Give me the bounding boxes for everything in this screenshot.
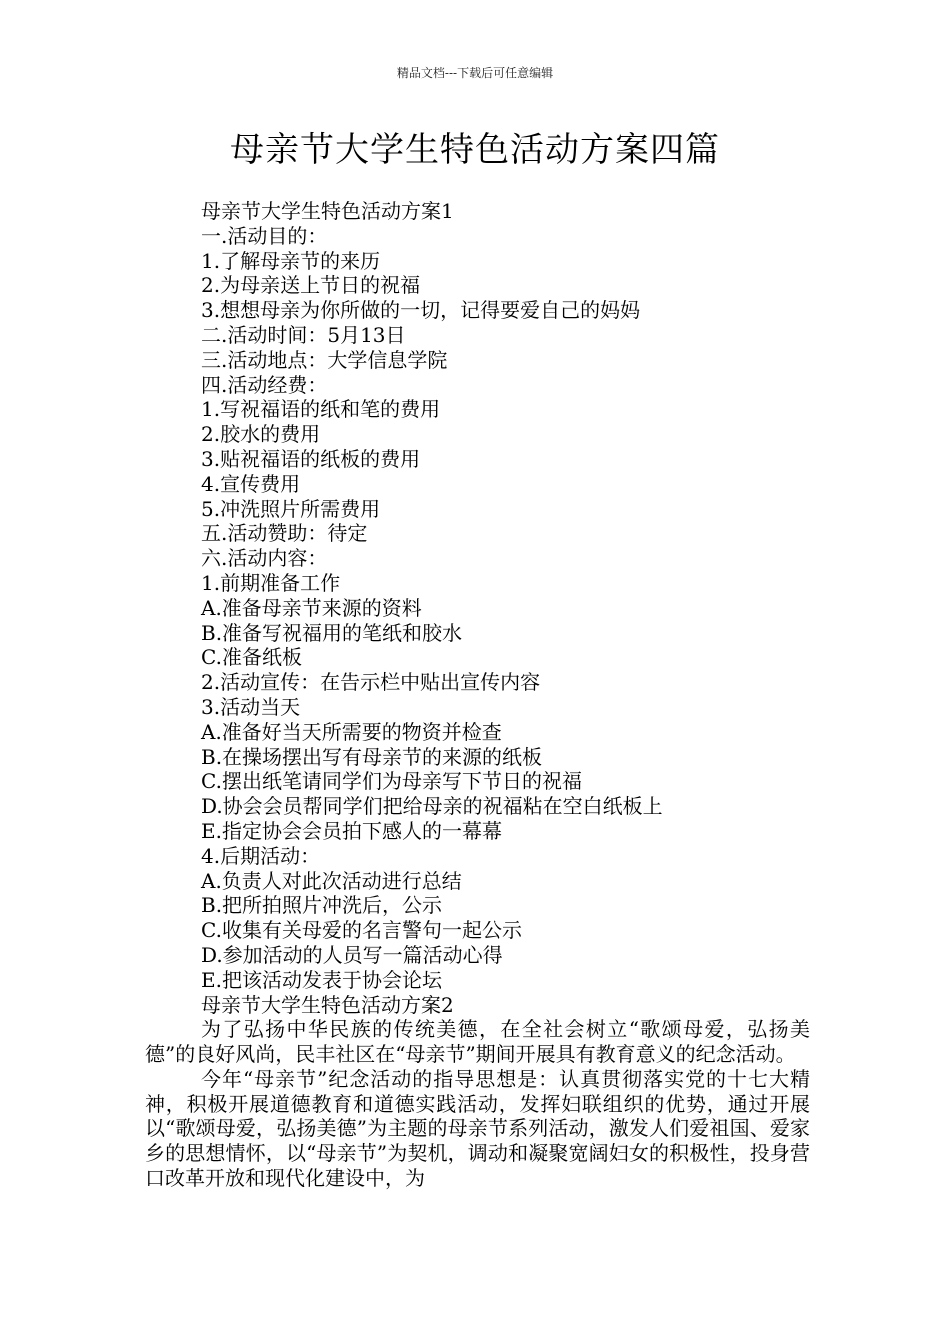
text-line: E.把该活动发表于协会论坛	[201, 967, 442, 992]
text-line: 五.活动赞助：待定	[201, 521, 368, 546]
text-line: 六.活动内容：	[201, 546, 328, 571]
text-line: 3.活动当天	[201, 694, 301, 719]
text-line: A.负责人对此次活动进行总结	[201, 868, 462, 893]
text-line: 三.活动地点：大学信息学院	[201, 347, 448, 372]
body-paragraph: 为了弘扬中华民族的传统美德，在全社会树立“歌颂母爱，弘扬美德”的良好风尚，民丰社区在“母亲节”期间开展具有教育意义的纪念活动。	[145, 1017, 810, 1067]
text-line: D.协会会员帮同学们把给母亲的祝福粘在空白纸板上	[201, 794, 663, 819]
text-line: D.参加活动的人员写一篇活动心得	[201, 942, 503, 967]
text-line: 1.前期准备工作	[201, 570, 341, 595]
page-header: 精品文档---下载后可任意编辑	[396, 66, 554, 80]
document-body	[145, 199, 810, 1191]
text-line: 母亲节大学生特色活动方案2	[201, 992, 454, 1017]
text-line: 4.后期活动：	[201, 843, 321, 868]
text-line: 2.胶水的费用	[201, 422, 321, 447]
text-line: 1.了解母亲节的来历	[201, 248, 381, 273]
text-line: C.收集有关母爱的名言警句一起公示	[201, 918, 522, 943]
text-line: 1.写祝福语的纸和笔的费用	[201, 397, 441, 422]
text-line: C.摆出纸笔请同学们为母亲写下节日的祝福	[201, 769, 582, 794]
text-line: 3.贴祝福语的纸板的费用	[201, 446, 421, 471]
body-paragraph: 今年“母亲节”纪念活动的指导思想是：认真贯彻落实党的十七大精神，积极开展道德教育和道德实践活动，发挥妇联组织的优势，通过开展以“歌颂母爱，弘扬美德”为主题的母亲节系列活动，激发人们爱祖国、爱家乡的思想情怀，以“母亲节”为契机，调动和凝聚宽阔妇女的积极性，投身营口改革开放和现代化建设中，为	[145, 1066, 810, 1191]
text-line: 二.活动时间：5月13日	[201, 322, 406, 347]
text-line: 3.想想母亲为你所做的一切，记得要爱自己的妈妈	[201, 298, 641, 323]
text-line: C.准备纸板	[201, 645, 302, 670]
text-line: E.指定协会会员拍下感人的一幕幕	[201, 818, 502, 843]
text-line: 母亲节大学生特色活动方案1	[201, 199, 454, 223]
text-line: 一.活动目的：	[201, 223, 328, 248]
text-line: A.准备母亲节来源的资料	[201, 595, 422, 620]
text-line: A.准备好当天所需要的物资并检查	[201, 719, 502, 744]
text-line: 4.宣传费用	[201, 471, 301, 496]
text-line: B.准备写祝福用的笔纸和胶水	[201, 620, 463, 645]
text-line: B.把所拍照片冲洗后，公示	[201, 893, 443, 918]
text-line: 2.为母亲送上节日的祝福	[201, 273, 421, 298]
text-line: 四.活动经费：	[201, 372, 328, 397]
text-line: 2.活动宣传：在告示栏中贴出宣传内容	[201, 670, 541, 695]
text-line: 5.冲洗照片所需费用	[201, 496, 381, 521]
document-title: 母亲节大学生特色活动方案四篇	[230, 130, 720, 170]
text-line: B.在操场摆出写有母亲节的来源的纸板	[201, 744, 543, 769]
